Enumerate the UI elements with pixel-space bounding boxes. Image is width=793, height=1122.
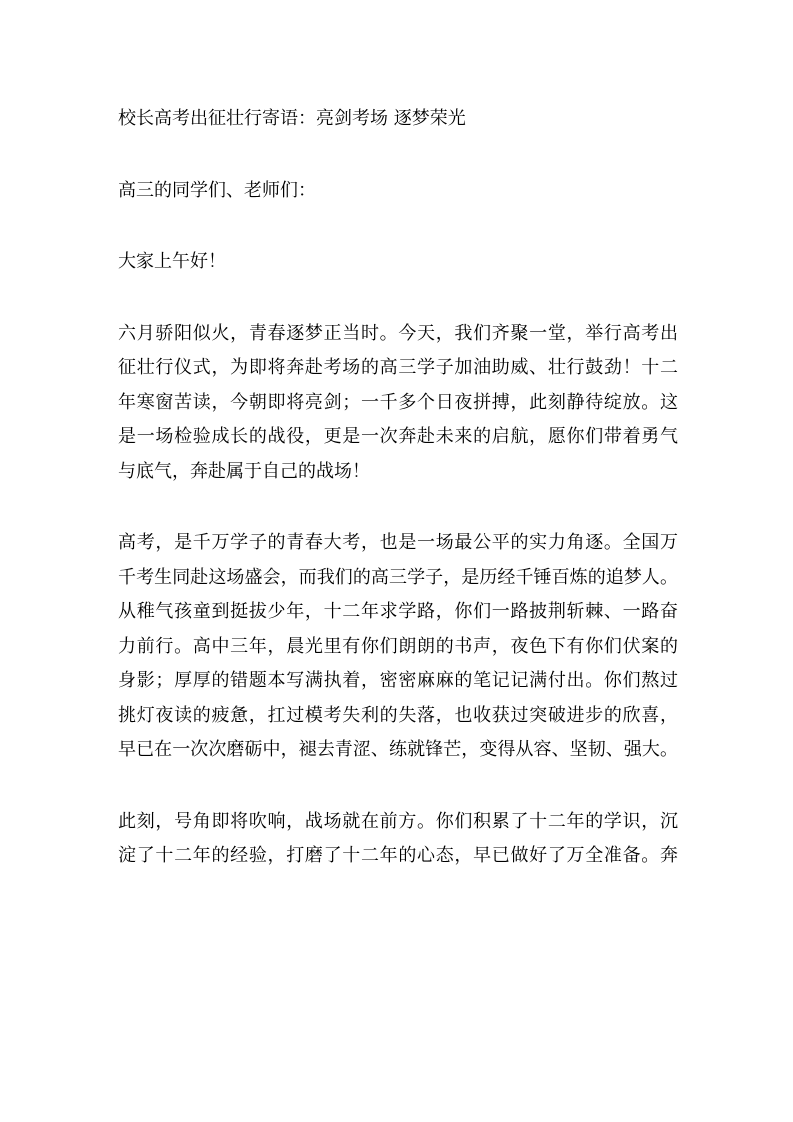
paragraph-line: 年寒窗苦读，今朝即将亮剑；一千多个日夜拼搏，此刻静待绽放。这 [118, 391, 678, 413]
paragraph-3 [118, 805, 678, 874]
paragraph-line: 六月骄阳似火，青春逐梦正当时。今天，我们齐聚一堂，举行高考出 [118, 322, 678, 344]
paragraph-gap [118, 768, 678, 805]
paragraph-line: 高考，是千万学子的青春大考，也是一场最公平的实力角逐。全国万 [118, 532, 678, 553]
paragraph-line: 淀了十二年的经验，打磨了十二年的心态，早已做好了万全准备。奔 [118, 845, 678, 866]
paragraph-line: 此刻，号角即将吹响，战场就在前方。你们积累了十二年的学识，沉 [118, 810, 678, 832]
paragraph-line: 征壮行仪式，为即将奔赴考场的高三学子加油助威、壮行鼓劲！十二 [118, 357, 678, 378]
paragraph-line: 身影；厚厚的错题本写满执着，密密麻麻的笔记记满付出。你们熬过 [118, 670, 678, 691]
document-title: 校长高考出征壮行寄语：亮剑考场 逐梦荣光 [118, 108, 466, 129]
salutation: 高三的同学们、老师们： [118, 179, 316, 201]
paragraph-2 [118, 526, 678, 768]
paragraph-line: 是一场检验成长的战役，更是一次奔赴未来的启航，愿你们带着勇气 [118, 426, 678, 447]
paragraph-line: 力前行。高中三年，晨光里有你们朗朗的书声，夜色下有你们伏案的 [118, 635, 678, 657]
paragraph-line: 千考生同赴这场盛会，而我们的高三学子，是历经千锤百炼的追梦人。 [118, 566, 678, 588]
paragraph-line: 与底气，奔赴属于自己的战场！ [118, 460, 370, 482]
paragraph-line: 早已在一次次磨砺中，褪去青涩、练就锋芒，变得从容、坚韧、强大。 [118, 739, 678, 760]
paragraph-1 [118, 317, 678, 490]
paragraph-line: 挑灯夜读的疲惫，扛过模考失利的失落，也收获过突破进步的欣喜， [118, 704, 678, 726]
paragraph-gap [118, 489, 678, 526]
document-body [118, 102, 678, 874]
greeting: 大家上午好！ [118, 251, 226, 272]
paragraph-gap [118, 137, 678, 174]
paragraph-gap [118, 280, 678, 317]
paragraph-line: 从稚气孩童到挺拔少年，十二年求学路，你们一路披荆斩棘、一路奋 [118, 601, 678, 622]
paragraph-gap [118, 208, 678, 245]
